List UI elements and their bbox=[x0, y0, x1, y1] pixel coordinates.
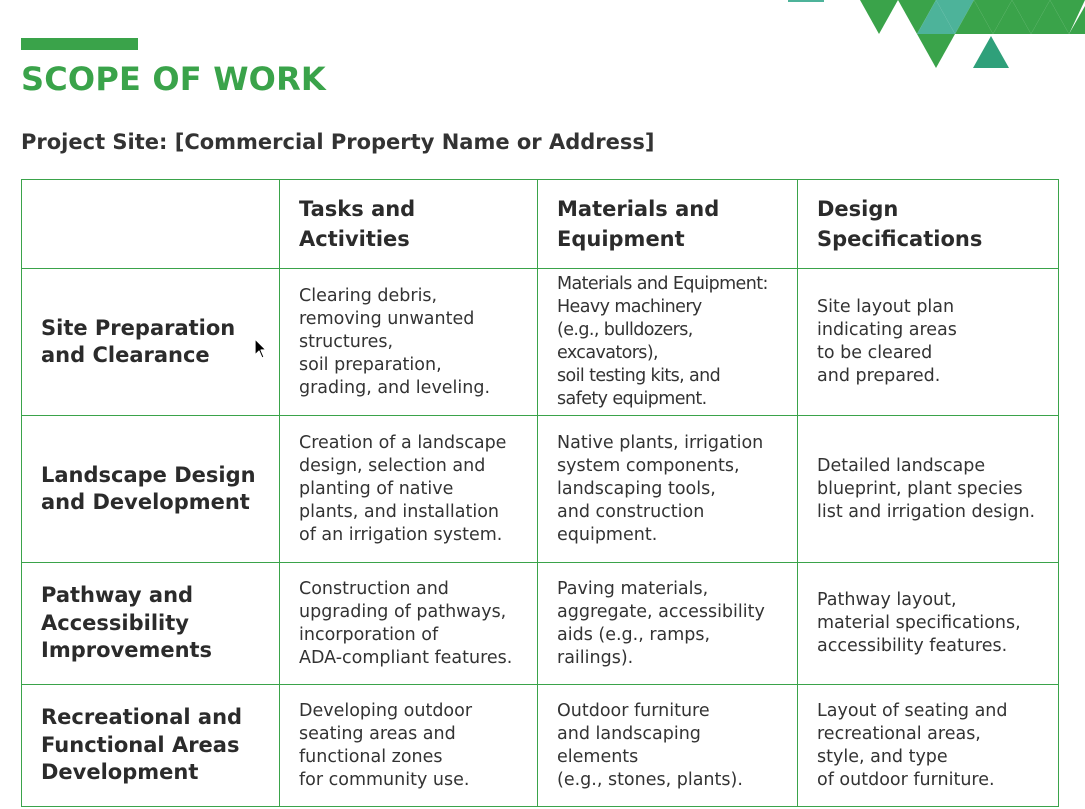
triangle-shape bbox=[917, 34, 955, 68]
design-cell: Pathway layout, material specifications, accessibility features. bbox=[798, 563, 1059, 685]
row-area-label: Site Preparation and Clearance bbox=[22, 269, 280, 416]
page-title: SCOPE OF WORK bbox=[21, 60, 326, 98]
decorative-triangles-graphic bbox=[780, 0, 1085, 75]
materials-cell: Outdoor furniture and landscaping elements (e.g., stones, plants). bbox=[538, 685, 798, 807]
teal-accent-line bbox=[788, 0, 824, 2]
table-row bbox=[22, 416, 1059, 563]
tasks-cell: Developing outdoor seating areas and functional zones for community use. bbox=[280, 685, 538, 807]
triangle-shape bbox=[973, 36, 1009, 68]
design-cell: Detailed landscape blueprint, plant species list and irrigation design. bbox=[798, 416, 1059, 563]
row-area-label: Landscape Design and Development bbox=[22, 416, 280, 563]
header-cell-design: Design Specifications bbox=[798, 180, 1059, 269]
table-header-row bbox=[22, 180, 1059, 269]
design-cell: Layout of seating and recreational areas, style, and type of outdoor furniture. bbox=[798, 685, 1059, 807]
title-accent-bar bbox=[21, 38, 138, 50]
tasks-cell: Construction and upgrading of pathways, incorporation of ADA-compliant features. bbox=[280, 563, 538, 685]
materials-cell: Materials and Equipment: Heavy machinery (e.g., bulldozers, excavators), soil testing kits, and safety equipment. bbox=[538, 269, 798, 416]
mouse-pointer-icon bbox=[254, 338, 268, 360]
table-row bbox=[22, 685, 1059, 807]
tasks-cell: Clearing debris, removing unwanted structures, soil preparation, grading, and leveling. bbox=[280, 269, 538, 416]
scope-table bbox=[21, 179, 1059, 807]
row-area-label: Recreational and Functional Areas Development bbox=[22, 685, 280, 807]
header-cell-area bbox=[22, 180, 280, 269]
materials-cell: Paving materials, aggregate, accessibility aids (e.g., ramps, railings). bbox=[538, 563, 798, 685]
triangle-shape bbox=[860, 0, 898, 34]
header-cell-tasks: Tasks and Activities bbox=[280, 180, 538, 269]
materials-cell: Native plants, irrigation system components, landscaping tools, and construction equipment. bbox=[538, 416, 798, 563]
project-site-heading: Project Site: [Commercial Property Name or Address] bbox=[21, 130, 655, 154]
row-area-label: Pathway and Accessibility Improvements bbox=[22, 563, 280, 685]
tasks-cell: Creation of a landscape design, selection and planting of native plants, and installation of an irrigation system. bbox=[280, 416, 538, 563]
design-cell: Site layout plan indicating areas to be cleared and prepared. bbox=[798, 269, 1059, 416]
table-row bbox=[22, 269, 1059, 416]
header-cell-materials: Materials and Equipment bbox=[538, 180, 798, 269]
table-row bbox=[22, 563, 1059, 685]
